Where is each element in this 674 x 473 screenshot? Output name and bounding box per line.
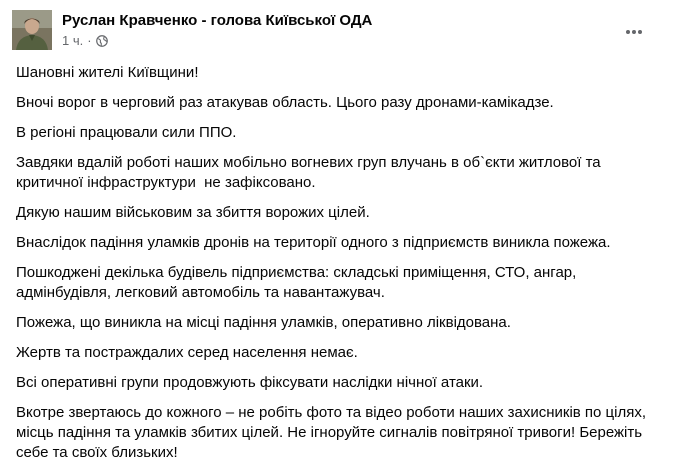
post-paragraph: Завдяки вдалій роботі наших мобільно вогневих груп влучань в об`єкти житлової та критичної інфраструктури не зафіксовано. bbox=[16, 154, 601, 191]
post-paragraph: Шановні жителі Київщини! bbox=[16, 64, 199, 81]
post-paragraph: Всі оперативні групи продовжують фіксувати наслідки нічної атаки. bbox=[16, 374, 484, 391]
separator-dot: · bbox=[87, 33, 92, 48]
post-timestamp[interactable]: 1 ч. bbox=[62, 33, 84, 48]
post-paragraph: Внаслідок падіння уламків дронів на території одного з підприємств виникла пожежа. bbox=[16, 234, 611, 251]
post-body bbox=[16, 63, 658, 473]
post-meta bbox=[62, 10, 372, 49]
post-paragraph: Пошкоджені декілька будівель підприємства: складські приміщення, СТО, ангар, адмінбудівля, легковий автомобіль та навантажувач. bbox=[16, 264, 577, 301]
post-paragraph: Дякую нашим військовим за збиття ворожих цілей. bbox=[16, 204, 370, 221]
post-paragraph: Пожежа, що виникла на місці падіння уламків, оперативно ліквідована. bbox=[16, 314, 511, 331]
post-subline bbox=[62, 33, 372, 49]
post-header bbox=[12, 10, 662, 56]
globe-icon[interactable] bbox=[96, 35, 108, 47]
more-options-button[interactable] bbox=[616, 14, 652, 50]
author-name[interactable]: Руслан Кравченко - голова Київської ОДА bbox=[62, 12, 373, 29]
post-paragraph: В регіоні працювали сили ППО. bbox=[16, 124, 237, 141]
ellipsis-icon bbox=[624, 22, 644, 42]
post-paragraph: Вночі ворог в черговий раз атакував область. Цього разу дронами-камікадзе. bbox=[16, 94, 554, 111]
avatar-image bbox=[12, 10, 52, 50]
avatar[interactable] bbox=[12, 10, 52, 50]
post-paragraph: Вкотре звертаюсь до кожного – не робіть фото та відео роботи наших захисників по цілях, місць падіння та уламків збитих цілей. Не ігноруйте сигналів повітряної тривоги! Бережіть себе та своїх близьких! bbox=[16, 404, 647, 461]
post-paragraph: Жертв та постраждалих серед населення немає. bbox=[16, 344, 358, 361]
